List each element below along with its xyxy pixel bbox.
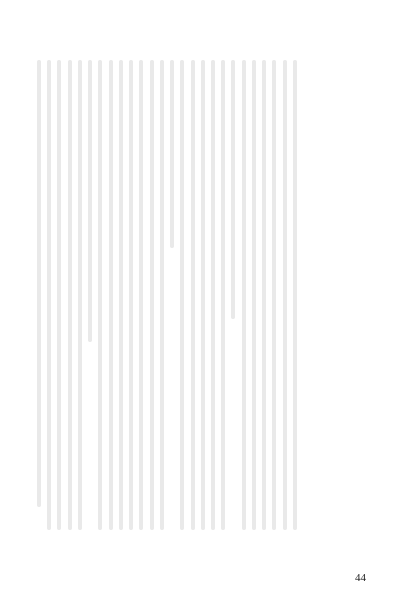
body-column	[106, 60, 116, 530]
body-column	[290, 60, 300, 530]
body-column	[177, 60, 187, 530]
text-line-placeholder	[191, 60, 195, 530]
body-column	[65, 60, 75, 530]
text-line-placeholder	[129, 60, 133, 530]
text-line-placeholder	[180, 60, 184, 530]
body-column	[34, 60, 44, 530]
body-column	[167, 60, 177, 530]
text-line-placeholder	[211, 60, 215, 530]
text-line-placeholder	[78, 60, 82, 530]
body-column	[198, 60, 208, 530]
body-column	[218, 60, 228, 530]
body-column	[85, 60, 95, 530]
body-column	[249, 60, 259, 530]
text-line-placeholder	[252, 60, 256, 530]
text-line-placeholder	[68, 60, 72, 530]
text-line-placeholder	[150, 60, 154, 530]
chapter-title	[310, 52, 344, 202]
body-column	[188, 60, 198, 530]
body-column	[54, 60, 64, 530]
chapter-subtitle	[354, 90, 370, 490]
text-line-placeholder	[201, 60, 205, 530]
text-line-placeholder	[47, 60, 51, 530]
text-line-placeholder	[57, 60, 61, 530]
text-line-placeholder	[231, 60, 235, 319]
title-block	[306, 52, 370, 532]
body-column	[116, 60, 126, 530]
text-line-placeholder	[98, 60, 102, 530]
text-line-placeholder	[221, 60, 225, 530]
body-column	[126, 60, 136, 530]
body-column	[136, 60, 146, 530]
body-column	[75, 60, 85, 530]
text-line-placeholder	[242, 60, 246, 530]
body-column	[147, 60, 157, 530]
text-line-placeholder	[293, 60, 297, 530]
body-column	[95, 60, 105, 530]
text-line-placeholder	[272, 60, 276, 530]
text-line-placeholder	[119, 60, 123, 530]
text-line-placeholder	[37, 60, 41, 507]
body-text	[34, 60, 300, 530]
text-line-placeholder	[160, 60, 164, 530]
body-column	[157, 60, 167, 530]
body-column	[228, 60, 238, 530]
text-line-placeholder	[139, 60, 143, 530]
text-line-placeholder	[262, 60, 266, 530]
text-line-placeholder	[88, 60, 92, 342]
text-line-placeholder	[283, 60, 287, 530]
body-column	[259, 60, 269, 530]
body-column	[239, 60, 249, 530]
body-column	[280, 60, 290, 530]
body-column	[44, 60, 54, 530]
text-line-placeholder	[109, 60, 113, 530]
text-line-placeholder	[170, 60, 174, 248]
page-number: 44	[355, 572, 366, 584]
body-column	[269, 60, 279, 530]
body-column	[208, 60, 218, 530]
